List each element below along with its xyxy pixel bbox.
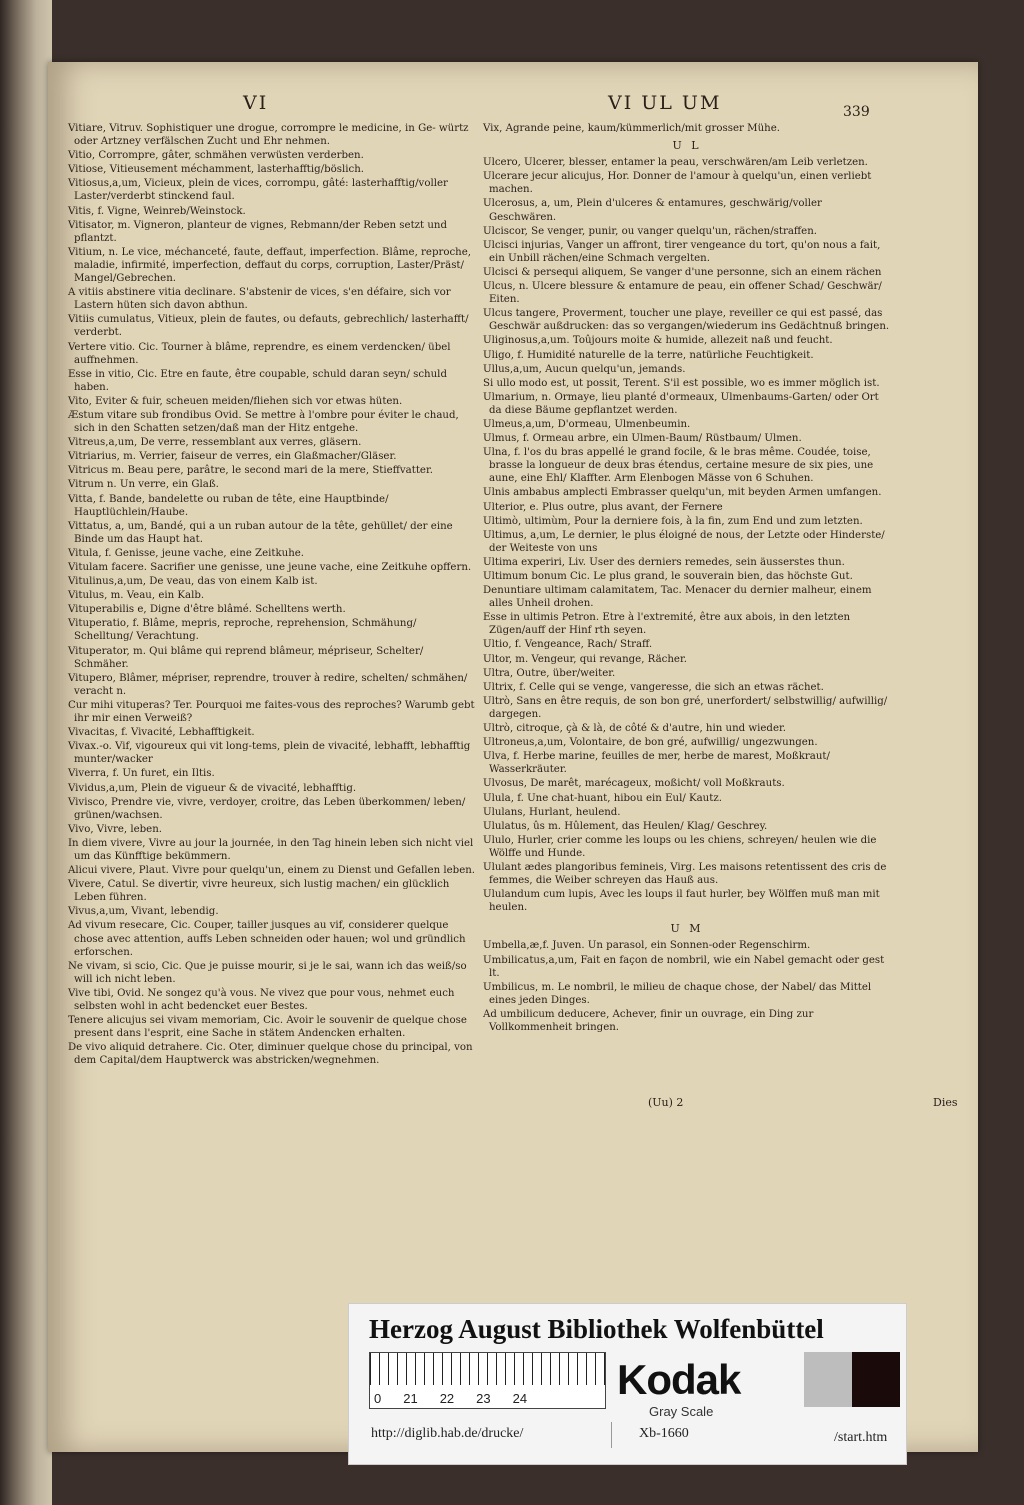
dictionary-entry: Vitium, n. Le vice, méchanceté, faute, deffaut, imperfection. Blâme, reproche, maladie, infirmité, imperfection, deffaut du corps, corruption, Laster/Präst/ Mangel/Gebrechen. bbox=[68, 246, 472, 285]
dictionary-entry: Ulcisci injurias, Vanger un affront, tirer vengeance du tort, qu'on nous a fait, ein Unbill rächen/eine Schmach vergelten. bbox=[483, 239, 881, 264]
dictionary-entry: Denuntiare ultimam calamitatem, Tac. Menacer du dernier malheur, einem alles Unheil drohen. bbox=[483, 585, 872, 610]
dictionary-entry: Vitricus m. Beau pere, parâtre, le second mari de la mere, Stieffvatter. bbox=[68, 465, 433, 477]
library-title: Herzog August Bibliothek Wolfenbüttel bbox=[369, 1314, 824, 1344]
dictionary-entry: Vivax.-o. Vif, vigoureux qui vit long-tems, plein de vivacité, lebhafft, lebhafftig munter/wacker bbox=[68, 741, 471, 766]
dictionary-entry: Ulcisci & persequi aliquem, Se vanger d'une personne, sich an einem rächen bbox=[483, 266, 882, 278]
dictionary-entry: Ultima experiri, Liv. User des derniers remedes, sein äusserstes thun. bbox=[483, 556, 845, 568]
dictionary-entry: Vitulus, m. Veau, ein Kalb. bbox=[68, 590, 205, 602]
dictionary-entry: Umbilicatus,a,um, Fait en façon de nombril, wie ein Nabel gemacht oder gest lt. bbox=[483, 954, 885, 979]
dictionary-entry: Ulcerosus, a, um, Plein d'ulceres & entamures, geschwärig/voller Geschwären. bbox=[483, 198, 822, 223]
dictionary-entry: Vix, Agrande peine, kaum/kümmerlich/mit grosser Mühe. bbox=[483, 123, 780, 134]
dictionary-entry: Ultor, m. Vengeur, qui revange, Rächer. bbox=[483, 653, 687, 665]
gray-scale-label: Gray Scale bbox=[649, 1404, 714, 1419]
dictionary-entry: Ullus,a,um, Aucun quelqu'un, jemands. bbox=[483, 363, 686, 375]
dictionary-entry: Vittatus, a, um, Bandé, qui a un ruban autour de la tête, gehüllet/ der eine Binde um das Haupt hat. bbox=[68, 520, 453, 545]
dictionary-entry: Vituperatio, f. Blâme, mepris, reproche, reprehension, Schmähung/ Schelltung/ Verachtung. bbox=[68, 618, 417, 643]
dictionary-entry: Vitio, Corrompre, gâter, schmähen verwüsten verderben. bbox=[68, 150, 364, 162]
ruler-number: 22 bbox=[439, 1391, 455, 1406]
dictionary-entry: Umbella,æ,f. Juven. Un parasol, ein Sonnen-oder Regenschirm. bbox=[483, 940, 811, 952]
ruler-ticks bbox=[370, 1353, 605, 1385]
dictionary-entry: Ulmarium, n. Ormaye, lieu planté d'ormeaux, Ulmenbaums-Garten/ oder Ort da diese Bäume gepflantzet werden. bbox=[483, 391, 879, 416]
facing-page-edge bbox=[0, 0, 52, 1505]
dictionary-entry: Vito, Eviter & fuir, scheuen meiden/fliehen sich vor etwas hüten. bbox=[68, 395, 403, 407]
card-separator bbox=[611, 1422, 612, 1448]
dictionary-entry: Ultimus, a,um, Le dernier, le plus éloigné de nous, der Letzte oder Hinderste/ der Weiteste von uns bbox=[483, 529, 885, 554]
shelfmark: Xb-1660 bbox=[639, 1426, 689, 1441]
dictionary-entry: Ulcero, Ulcerer, blesser, entamer la peau, verschwären/am Leib verletzen. bbox=[483, 157, 868, 169]
dictionary-entry: Vitisator, m. Vigneron, planteur de vignes, Rebmann/der Reben setzt und pflantzt. bbox=[68, 219, 448, 244]
ruler-scale bbox=[369, 1352, 606, 1409]
library-url: http://diglib.hab.de/drucke/ bbox=[371, 1426, 524, 1441]
ruler-number: 0 bbox=[374, 1391, 382, 1406]
dictionary-entry: Umbilicus, m. Le nombril, le milieu de chaque chose, der Nabel/ das Mittel eines jeden Dinges. bbox=[483, 981, 872, 1006]
dictionary-entry: Vitula, f. Genisse, jeune vache, eine Zeitkuhe. bbox=[68, 547, 305, 559]
dictionary-entry: Vituperator, m. Qui blâme qui reprend blâmeur, mépriseur, Schelter/ Schmäher. bbox=[68, 645, 424, 670]
dictionary-entry: Ulna, f. l'os du bras appellé le grand focile, & le bras même. Coudée, toise, brasse la longueur de deux bras étendus, certaine mesure de six pies, une aune, eine Ehl/ Klaffter. Arm Elenbogen Mässe von 6 Schuhen. bbox=[483, 447, 874, 485]
dictionary-entry: Vitta, f. Bande, bandelette ou ruban de tête, eine Hauptbinde/ Hauptlüchlein/Haube. bbox=[68, 493, 389, 518]
section-heading-ul: U L bbox=[672, 139, 702, 153]
dictionary-entry: Vitreus,a,um, De verre, ressemblant aux verres, gläsern. bbox=[68, 437, 362, 449]
dictionary-entry: Vive tibi, Ovid. Ne songez qu'à vous. Ne vivez que pour vous, nehmet euch selbsten wohl in acht bedencket euer Bestes. bbox=[68, 987, 455, 1012]
dictionary-entry: Vitrum n. Un verre, ein Glaß. bbox=[68, 479, 219, 491]
dictionary-entry: Ulcerare jecur alicujus, Hor. Donner de l'amour à quelqu'un, einen verliebt machen. bbox=[483, 171, 872, 196]
page-number: 339 bbox=[843, 104, 870, 120]
dictionary-entry: Ad umbilicum deducere, Achever, finir un ouvrage, ein Ding zur Vollkommenheit bringen. bbox=[483, 1008, 814, 1033]
dictionary-entry: Vitiis cumulatus, Vitieux, plein de fautes, ou defauts, gebrechlich/ lasterhafft/ verderbt. bbox=[68, 314, 469, 339]
dictionary-entry: Ulmeus,a,um, D'ormeau, Ulmenbeumin. bbox=[483, 418, 691, 430]
dictionary-entry: Ulmus, f. Ormeau arbre, ein Ulmen-Baum/ Rüstbaum/ Ulmen. bbox=[483, 433, 802, 445]
dictionary-entry: Ululandum cum lupis, Avec les loups il faut hurler, bey Wölffen muß man mit heulen. bbox=[483, 889, 880, 914]
dictionary-entry: Ulciscor, Se venger, punir, ou vanger quelqu'un, rächen/straffen. bbox=[483, 225, 817, 237]
dictionary-entry: Ultroneus,a,um, Volontaire, de bon gré, aufwillig/ ungezwungen. bbox=[483, 737, 818, 749]
running-head-left: VI bbox=[243, 92, 269, 114]
dictionary-entry: Ultrix, f. Celle qui se venge, vangeresse, die sich an etwas rächet. bbox=[483, 681, 824, 693]
gray-patch-light bbox=[804, 1352, 852, 1407]
dictionary-entry: Ululatus, ûs m. Hûlement, das Heulen/ Klag/ Geschrey. bbox=[483, 820, 768, 832]
dictionary-entry: Vitis, f. Vigne, Weinreb/Weinstock. bbox=[68, 205, 246, 217]
dictionary-entry: Viverra, f. Un furet, ein Iltis. bbox=[68, 768, 215, 780]
dictionary-entry: Uligo, f. Humidité naturelle de la terre, natürliche Feuchtigkeit. bbox=[483, 349, 814, 361]
dictionary-entry: In diem vivere, Vivre au jour la journée, in den Tag hinein leben sich nicht viel um das Künfftige bekümmern. bbox=[68, 837, 474, 862]
dictionary-entry: Vivo, Vivre, leben. bbox=[68, 823, 163, 835]
dictionary-entry: Vitiose, Vitieusement méchamment, lasterhafftig/böslich. bbox=[68, 164, 365, 176]
dictionary-entry: Tenere alicujus sei vivam memoriam, Cic. Avoir le souvenir de quelque chose present dans l'esprit, eine Sache in stätem Andencken erhalten. bbox=[68, 1015, 467, 1040]
dictionary-entry: Esse in vitio, Cic. Etre en faute, être coupable, schuld daran seyn/ schuld haben. bbox=[68, 368, 447, 393]
dictionary-entry: Vitiare, Vitruv. Sophistiquer une drogue, corrompre le medicine, in Ge- würtz oder Artzney verfälschen Zucht und Ehr nehmen. bbox=[68, 123, 469, 148]
dictionary-entry: Vividus,a,um, Plein de vigueur & de vivacité, lebhafftig. bbox=[68, 782, 357, 794]
dictionary-entry: Vivere, Catul. Se divertir, vivre heureux, sich lustig machen/ ein glücklich Leben führen. bbox=[68, 879, 450, 904]
dictionary-entry: De vivo aliquid detrahere. Cic. Oter, diminuer quelque chose du principal, von dem Capital/dem Hauptwerck was abstricken/wegnehmen. bbox=[68, 1042, 473, 1067]
dictionary-entry: Vertere vitio. Cic. Tourner à blâme, reprendre, es einem verdencken/ übel auffnehmen. bbox=[68, 341, 451, 366]
dictionary-entry: Ulula, f. Une chat-huant, hibou ein Eul/ Kautz. bbox=[483, 792, 722, 804]
dictionary-entry: A vitiis abstinere vitia declinare. S'abstenir de vices, s'en défaire, sich vor Lastern hüten sich davon abthun. bbox=[68, 287, 451, 312]
dictionary-entry: Vitulinus,a,um, De veau, das von einem Kalb ist. bbox=[68, 576, 318, 588]
dictionary-entry: Cur mihi vituperas? Ter. Pourquoi me faites-vous des reproches? Warumb gebt ihr mir einen Verweiß? bbox=[68, 699, 475, 725]
dictionary-entry: Ad vivum resecare, Cic. Couper, tailler jusques au vif, considerer quelque chose avec attention, auffs Leben schneiden oder hauen; wol und gründlich erforschen. bbox=[68, 920, 466, 958]
signature-mark: (Uu) 2 bbox=[648, 1096, 684, 1109]
dictionary-entry: Ultrò, Sans en être requis, de son bon gré, unerfordert/ selbstwillig/ aufwillig/ dargegen. bbox=[483, 695, 888, 720]
right-column bbox=[483, 122, 891, 1035]
dictionary-entry: Vivus,a,um, Vivant, lebendig. bbox=[68, 906, 219, 918]
dictionary-entry: Ultra, Outre, über/weiter. bbox=[483, 667, 616, 679]
dictionary-entry: Esse in ultimis Petron. Etre à l'extremité, être aux abois, in den letzten Zügen/auff der Hinf rth seyen. bbox=[483, 612, 851, 637]
dictionary-entry: Si ullo modo est, ut possit, Terent. S'il est possible, wo es immer möglich ist. bbox=[483, 377, 880, 389]
dictionary-entry: Ulterior, e. Plus outre, plus avant, der Fernere bbox=[483, 501, 723, 513]
document-page bbox=[48, 62, 978, 1452]
dictionary-entry: Vivisco, Prendre vie, vivre, verdoyer, croitre, das Leben überkommen/ leben/ grünen/wachsen. bbox=[68, 796, 466, 821]
kodak-logo: Kodak bbox=[617, 1356, 741, 1403]
dictionary-entry: Ululo, Hurler, crier comme les loups ou les chiens, schreyen/ heulen wie die Wölffe und Hunde. bbox=[483, 834, 877, 859]
dictionary-entry: Ulvosus, De marêt, marécageux, moßicht/ voll Moßkrauts. bbox=[483, 778, 785, 790]
dictionary-entry: Æstum vitare sub frondibus Ovid. Se mettre à l'ombre pour éviter le chaud, sich in den Schatten setzen/daß man der Hitz entgehe. bbox=[68, 409, 459, 435]
dictionary-entry: Vitulam facere. Sacrifier une genisse, une jeune vache, eine Zeitkuhe opffern. bbox=[68, 562, 472, 573]
gray-patch-dark bbox=[852, 1352, 900, 1407]
dictionary-entry: Vivacitas, f. Vivacité, Lebhafftigkeit. bbox=[68, 727, 255, 739]
dictionary-entry: Ululant ædes plangoribus femineis, Virg. Les maisons retentissent des cris de femmes, die Weiber schreyen das Hauß aus. bbox=[483, 861, 887, 887]
dictionary-entry: Alicui vivere, Plaut. Vivre pour quelqu'un, einem zu Dienst und Gefallen leben. bbox=[68, 865, 476, 877]
dictionary-entry: Vitupero, Blâmer, mépriser, reprendre, trouver à redire, schelten/ schmähen/ veracht n. bbox=[68, 672, 468, 697]
dictionary-entry: Ultimò, ultimùm, Pour la derniere fois, à la fin, zum End und zum letzten. bbox=[483, 515, 863, 527]
dictionary-entry: Vituperabilis e, Digne d'être blâmé. Schelltens werth. bbox=[68, 604, 346, 616]
catchword: Dies bbox=[933, 1096, 958, 1109]
ruler-number: 21 bbox=[403, 1391, 418, 1406]
running-head-right: VI UL UM bbox=[608, 92, 722, 114]
dictionary-entry: Ulva, f. Herbe marine, feuilles de mer, herbe de marest, Moßkraut/ Wasserkräuter. bbox=[483, 751, 830, 776]
dictionary-entry: Ululans, Hurlant, heulend. bbox=[483, 806, 621, 818]
ruler-number: 23 bbox=[476, 1391, 491, 1406]
dictionary-entry: Ulcus, n. Ulcere blessure & entamure de peau, ein offener Schad/ Geschwär/ Eiten. bbox=[483, 281, 882, 306]
dictionary-entry: Ulcus tangere, Proverment, toucher une playe, reveiller ce qui est passé, das Geschwär außdrucken: das so vergangen/wiederum ins Gedächtnuß bringen. bbox=[483, 308, 890, 333]
start-path: /start.htm bbox=[834, 1430, 888, 1445]
dictionary-entry: Ultrò, citroque, çà & là, de côté & d'autre, hin und wieder. bbox=[483, 723, 786, 735]
dictionary-entry: Vitriarius, m. Verrier, faiseur de verres, ein Glaßmacher/Gläser. bbox=[68, 451, 397, 463]
left-column bbox=[68, 122, 476, 1068]
dictionary-entry: Uliginosus,a,um. Toûjours moite & humide, allezeit naß und feucht. bbox=[483, 335, 833, 347]
section-heading-um: U M bbox=[670, 922, 704, 936]
dictionary-entry: Ulnis ambabus amplecti Embrasser quelqu'un, mit beyden Armen umfangen. bbox=[483, 487, 882, 499]
dictionary-entry: Ne vivam, si scio, Cic. Que je puisse mourir, si je le sai, wann ich das weiß/so will ich nicht leben. bbox=[68, 960, 467, 985]
ruler-numbers bbox=[374, 1391, 549, 1406]
dictionary-entry: Ultimum bonum Cic. Le plus grand, le souverain bien, das höchste Gut. bbox=[483, 571, 853, 582]
dictionary-entry: Ultio, f. Vengeance, Rach/ Straff. bbox=[483, 639, 653, 651]
library-color-card bbox=[348, 1303, 907, 1465]
dictionary-entry: Vitiosus,a,um, Vicieux, plein de vices, corrompu, gâté: lasterhafftig/voller Laster/verderbt stinckend faul. bbox=[68, 178, 448, 203]
ruler-number: 24 bbox=[512, 1391, 528, 1406]
